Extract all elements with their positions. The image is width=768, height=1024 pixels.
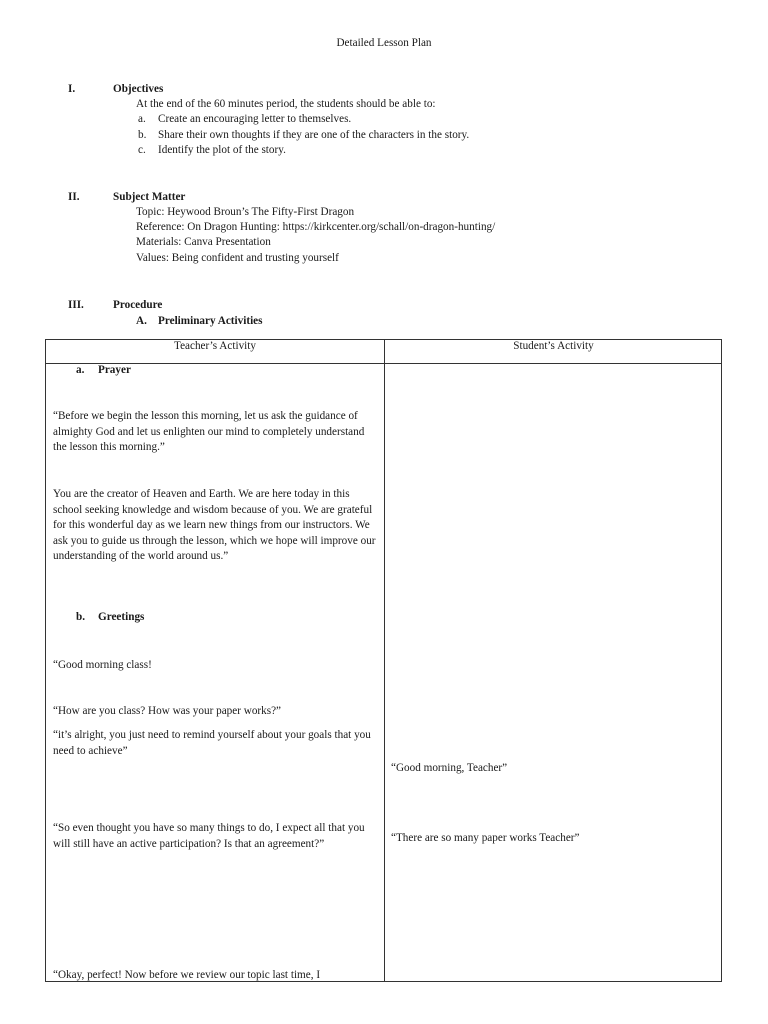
objective-c-text: Identify the plot of the story. — [158, 144, 286, 156]
student-activity-header: Student’s Activity — [513, 340, 594, 352]
greetings-letter: b. — [76, 611, 86, 623]
objective-a-text: Create an encouraging letter to themselves. — [158, 113, 352, 125]
subject-matter-values: Values: Being confident and trusting yourself — [136, 252, 339, 264]
prayer-label: Prayer — [98, 364, 131, 376]
objectives-intro: At the end of the 60 minutes period, the students should be able to: — [136, 98, 436, 110]
column-divider — [384, 340, 385, 981]
objective-a-letter: a. — [138, 113, 146, 125]
procedure-heading: Procedure — [113, 299, 163, 311]
procedure-numeral: III. — [68, 299, 84, 311]
teacher-greeting-line: “Good morning class! — [53, 659, 152, 671]
prayer-text: You are the creator of Heaven and Earth. We are here today in this school seeking knowledge and wisdom because of you. We are grateful for this wonderful day as we learn new things from our instructors. We ask you to guide us through the lesson, which we hope will improve our understanding of the world around us.” — [53, 488, 376, 562]
greetings-label: Greetings — [98, 611, 145, 623]
student-paperwork-response: “There are so many paper works Teacher” — [391, 832, 580, 844]
objectives-numeral: I. — [68, 83, 76, 95]
prayer-intro: “Before we begin the lesson this morning, let us ask the guidance of almighty God and let us enlighten our mind to completely understand the lesson this morning.” — [53, 410, 365, 453]
prayer-letter: a. — [76, 364, 85, 376]
header-divider — [46, 363, 721, 364]
teacher-participation-line: “So even thought you have so many things to do, I expect all that you will still have an active participation? Is that an agreement?” — [53, 822, 365, 850]
procedure-subheading: Preliminary Activities — [158, 315, 263, 327]
student-greeting-response: “Good morning, Teacher” — [391, 762, 508, 774]
teacher-review-line: “Okay, perfect! Now before we review our topic last time, I — [53, 969, 321, 981]
activity-table — [45, 339, 722, 982]
subject-matter-numeral: II. — [68, 191, 80, 203]
objectives-heading: Objectives — [113, 83, 164, 95]
greetings-subheading — [76, 610, 144, 626]
subject-matter-reference: Reference: On Dragon Hunting: https://kirkcenter.org/schall/on-dragon-hunting/ — [136, 221, 496, 233]
procedure-subheading-letter: A. — [136, 315, 147, 327]
teacher-activity-header: Teacher’s Activity — [174, 340, 256, 352]
subject-matter-topic: Topic: Heywood Broun’s The Fifty-First Dragon — [136, 206, 355, 218]
objective-b-text: Share their own thoughts if they are one of the characters in the story. — [158, 129, 470, 141]
document-title: Detailed Lesson Plan — [336, 37, 432, 49]
teacher-how-are-you-line: “How are you class? How was your paper works?” — [53, 705, 282, 717]
objective-c-letter: c. — [138, 144, 146, 156]
subject-matter-heading: Subject Matter — [113, 191, 186, 203]
prayer-subheading — [76, 363, 131, 379]
teacher-reminder-line: “it’s alright, you just need to remind yourself about your goals that you need to achieve” — [53, 729, 371, 757]
objective-b-letter: b. — [138, 129, 147, 141]
subject-matter-materials: Materials: Canva Presentation — [136, 236, 271, 248]
